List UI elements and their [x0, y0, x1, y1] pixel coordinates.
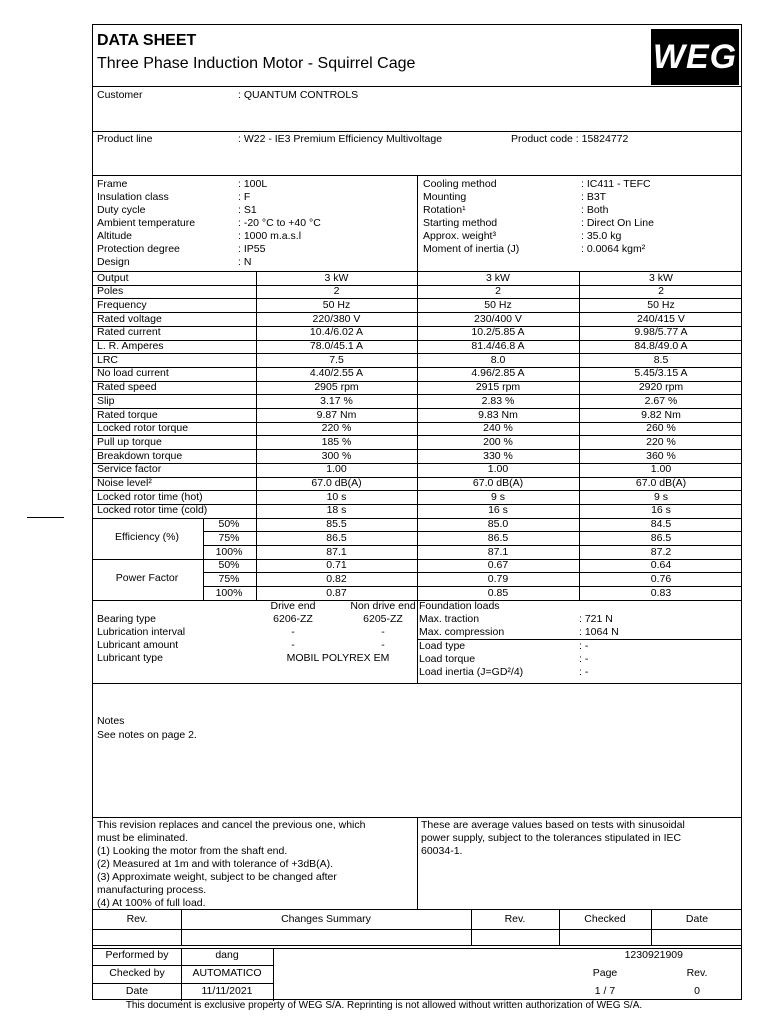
perf-value: 86.5: [650, 531, 672, 544]
general-label: Starting method: [423, 217, 498, 229]
general-value: : B3T: [581, 191, 607, 203]
rev-header: Rev.: [126, 913, 148, 925]
perf-value: 9.87 Nm: [316, 408, 357, 421]
load-percent: 75%: [218, 531, 240, 544]
perf-value: 86.5: [326, 531, 347, 544]
perf-label: Rated speed: [97, 381, 157, 394]
perf-value: 8.0: [490, 353, 506, 366]
perf-value: 67.0 dB(A): [472, 477, 524, 489]
perf-value: 2915 rpm: [475, 381, 521, 394]
data-sheet: [92, 24, 742, 1000]
perf-value: 2: [495, 285, 501, 298]
margin-mark: [27, 517, 64, 518]
general-value: : N: [238, 256, 252, 268]
general-value: : F: [238, 191, 251, 203]
foundation-label: Max. compression: [419, 625, 505, 638]
perf-value: 2.67 %: [644, 394, 678, 407]
perf-value: 220 %: [646, 435, 676, 448]
general-label: Rotation¹: [423, 204, 466, 216]
perf-value: 185 %: [321, 435, 352, 448]
perf-label: L. R. Amperes: [97, 340, 164, 352]
perf-value: 4.40/2.55 A: [309, 367, 364, 380]
perf-label: Locked rotor time (cold): [97, 504, 208, 517]
document-subtitle: Three Phase Induction Motor - Squirrel Cage: [97, 55, 416, 72]
bearing-nde-value: -: [381, 638, 385, 651]
load-value: : -: [579, 652, 589, 665]
general-label: Design: [97, 256, 130, 268]
perf-value: 3 kW: [649, 271, 673, 284]
perf-value: 50 Hz: [647, 298, 675, 311]
perf-label: Rated voltage: [97, 312, 162, 325]
footer-disclaimer: This document is exclusive property of WEG S/A. Reprinting is not allowed without written authorization of WEG S/A.: [125, 1000, 643, 1011]
tolerance-note-line: 60034-1.: [421, 845, 463, 857]
performed-by-label: Performed by: [105, 949, 169, 961]
revision-note-line: (3) Approximate weight, subject to be changed after: [97, 871, 337, 883]
lubricant-value: MOBIL POLYREX EM: [286, 651, 390, 664]
perf-value: 0.64: [650, 559, 672, 572]
perf-value: 330 %: [483, 449, 513, 462]
bearing-de-value: 6206-ZZ: [273, 612, 313, 625]
general-label: Altitude: [97, 230, 133, 242]
perf-value: 0.83: [650, 586, 672, 599]
non-drive-end-header: Non drive end: [350, 599, 416, 612]
bearing-nde-value: -: [381, 625, 385, 638]
product-code: Product code : 15824772: [511, 133, 629, 145]
revision-note-line: (2) Measured at 1m and with tolerance of +3dB(A).: [97, 858, 334, 870]
general-value: : 100L: [238, 178, 268, 190]
revision-note-line: must be eliminated.: [97, 832, 189, 844]
perf-label: Locked rotor torque: [97, 422, 189, 435]
perf-value: 1.00: [487, 463, 509, 476]
bearing-nde-value: 6205-ZZ: [363, 612, 403, 625]
date-label: Date: [125, 985, 149, 997]
perf-value: 87.1: [326, 545, 347, 558]
rev2-header: Rev.: [504, 913, 526, 925]
perf-value: 0.85: [487, 586, 509, 599]
general-value: : 0.0064 kgm²: [581, 243, 646, 255]
date-value: 11/11/2021: [201, 985, 253, 997]
general-value: : 35.0 kg: [581, 230, 622, 242]
checked-header: Checked: [584, 913, 626, 925]
perf-value: 3.17 %: [320, 394, 353, 407]
perf-value: 87.1: [487, 545, 509, 558]
notes-text: See notes on page 2.: [97, 729, 197, 741]
general-value: : Direct On Line: [581, 217, 654, 229]
perf-label: Noise level²: [97, 477, 152, 489]
perf-value: 1.00: [650, 463, 672, 476]
checked-by-value: AUTOMATICO: [192, 967, 262, 979]
perf-value: 9.83 Nm: [478, 408, 518, 421]
general-label: Protection degree: [97, 243, 180, 255]
perf-value: 84.5: [650, 518, 672, 531]
tolerance-note-line: power supply, subject to the tolerances stipulated in IEC: [421, 832, 682, 844]
perf-value: 67.0 dB(A): [311, 477, 362, 489]
general-label: Frame: [97, 178, 128, 190]
perf-value: 9.98/5.77 A: [634, 326, 688, 339]
load-percent: 100%: [215, 586, 243, 599]
perf-value: 2: [333, 285, 340, 298]
product-line-value: : W22 - IE3 Premium Efficiency Multivoltage: [238, 133, 443, 145]
perf-value: 85.0: [487, 518, 509, 531]
perf-value: 50 Hz: [322, 298, 351, 311]
perf-value: 0.87: [326, 586, 347, 599]
general-label: Insulation class: [97, 191, 169, 203]
perf-label: Service factor: [97, 463, 162, 476]
bearing-label: Lubrication interval: [97, 625, 186, 638]
lubricant-label: Lubricant type: [97, 651, 163, 664]
perf-value: 5.45/3.15 A: [634, 367, 688, 380]
load-percent: 50%: [218, 559, 240, 572]
checked-by-label: Checked by: [109, 967, 165, 979]
revision-note-line: (1) Looking the motor from the shaft end.: [97, 845, 288, 857]
page-value: 1 / 7: [594, 985, 616, 997]
perf-value: 9 s: [653, 490, 668, 503]
general-label: Duty cycle: [97, 204, 146, 216]
perf-value: 87.2: [650, 545, 672, 558]
customer-label: Customer: [97, 89, 143, 101]
perf-value: 360 %: [646, 449, 676, 462]
document-title: DATA SHEET: [97, 32, 197, 49]
general-value: : 1000 m.a.s.l: [238, 230, 302, 242]
weg-logo: [651, 29, 739, 85]
perf-value: 84.8/49.0 A: [634, 340, 688, 352]
perf-label: Rated current: [97, 326, 161, 339]
perf-value: 260 %: [646, 422, 676, 435]
perf-label: Rated torque: [97, 408, 158, 421]
load-value: : -: [579, 665, 589, 678]
general-value: : IP55: [238, 243, 266, 255]
perf-value: 3 kW: [486, 271, 510, 284]
perf-value: 8.5: [653, 353, 669, 366]
perf-value: 2905 rpm: [314, 381, 359, 394]
perf-value: 78.0/45.1 A: [309, 340, 364, 352]
perf-value: 81.4/46.8 A: [471, 340, 525, 352]
product-line-label: Product line: [97, 133, 153, 145]
general-value: : Both: [581, 204, 609, 216]
perf-label: LRC: [97, 353, 119, 366]
load-percent: 50%: [218, 518, 240, 531]
bearing-label: Bearing type: [97, 612, 156, 625]
perf-value: 220/380 V: [312, 312, 361, 325]
load-label: Load type: [419, 639, 466, 652]
power-factor-label: Power Factor: [115, 572, 179, 585]
perf-value: 16 s: [651, 504, 671, 517]
perf-value: 9.82 Nm: [641, 408, 681, 421]
perf-value: 0.71: [326, 559, 347, 572]
perf-value: 10 s: [326, 490, 347, 503]
revision-note-line: This revision replaces and cancel the previous one, which: [97, 819, 366, 831]
perf-value: 67.0 dB(A): [635, 477, 687, 489]
perf-label: Frequency: [97, 298, 147, 311]
perf-value: 2920 rpm: [638, 381, 684, 394]
perf-label: Breakdown torque: [97, 449, 183, 462]
perf-label: Pull up torque: [97, 435, 162, 448]
general-label: Mounting: [423, 191, 467, 203]
perf-value: 10.4/6.02 A: [309, 326, 364, 339]
perf-label: Output: [97, 271, 129, 284]
notes-title: Notes: [97, 715, 125, 727]
perf-value: 2.83 %: [481, 394, 515, 407]
perf-value: 0.79: [487, 572, 509, 585]
perf-label: Poles: [97, 285, 124, 298]
general-label: Moment of inertia (J): [423, 243, 520, 255]
perf-value: 240 %: [483, 422, 513, 435]
rev-label: Rev.: [686, 967, 708, 979]
general-value: : S1: [238, 204, 257, 216]
general-value: : IC411 - TEFC: [581, 178, 651, 190]
perf-value: 220 %: [321, 422, 352, 435]
perf-value: 200 %: [483, 435, 513, 448]
perf-value: 85.5: [326, 518, 347, 531]
perf-value: 240/415 V: [637, 312, 685, 325]
performed-by-value: dang: [215, 949, 239, 961]
efficiency-label: Efficiency (%): [115, 531, 179, 544]
date-header: Date: [685, 913, 709, 925]
page-label: Page: [592, 967, 618, 979]
perf-value: 2: [658, 285, 664, 298]
tolerance-note-line: These are average values based on tests with sinusoidal: [421, 819, 685, 831]
changes-summary-header: Changes Summary: [281, 913, 371, 925]
general-value: : -20 °C to +40 °C: [238, 217, 321, 229]
perf-value: 16 s: [488, 504, 508, 517]
bearing-de-value: -: [291, 638, 295, 651]
load-label: Load torque: [419, 652, 476, 665]
drive-end-header: Drive end: [270, 599, 316, 612]
perf-value: 0.82: [326, 572, 347, 585]
load-label: Load inertia (J=GD²/4): [419, 665, 524, 678]
perf-value: 0.67: [487, 559, 509, 572]
perf-value: 86.5: [487, 531, 509, 544]
perf-value: 1.00: [326, 463, 347, 476]
perf-label: Slip: [97, 394, 115, 407]
perf-value: 0.76: [650, 572, 672, 585]
bearing-label: Lubricant amount: [97, 638, 179, 651]
document-number: 1230921909: [624, 949, 683, 961]
foundation-value: : 1064 N: [579, 625, 619, 638]
revision-note-line: (4) At 100% of full load.: [97, 897, 206, 909]
foundation-label: Max. traction: [419, 612, 480, 625]
perf-value: 4.96/2.85 A: [471, 367, 525, 380]
perf-label: No load current: [97, 367, 169, 380]
logo-text: WEG: [652, 38, 738, 76]
perf-value: 50 Hz: [484, 298, 512, 311]
load-percent: 100%: [215, 545, 243, 558]
perf-value: 18 s: [326, 504, 347, 517]
rev-value: 0: [694, 985, 700, 997]
perf-value: 230/400 V: [474, 312, 522, 325]
perf-value: 7.5: [329, 353, 344, 366]
perf-value: 10.2/5.85 A: [471, 326, 525, 339]
general-label: Cooling method: [423, 178, 497, 190]
revision-note-line: manufacturing process.: [97, 884, 207, 896]
perf-value: 9 s: [490, 490, 505, 503]
perf-value: 300 %: [321, 449, 352, 462]
bearing-de-value: -: [291, 625, 295, 638]
foundation-value: : 721 N: [579, 612, 613, 625]
perf-label: Locked rotor time (hot): [97, 490, 203, 503]
foundation-title: Foundation loads: [419, 599, 500, 612]
load-value: : -: [579, 639, 589, 652]
general-label: Approx. weight³: [423, 230, 496, 242]
general-label: Ambient temperature: [97, 217, 196, 229]
customer-value: : QUANTUM CONTROLS: [238, 89, 359, 101]
load-percent: 75%: [218, 572, 240, 585]
perf-value: 3 kW: [324, 271, 349, 284]
